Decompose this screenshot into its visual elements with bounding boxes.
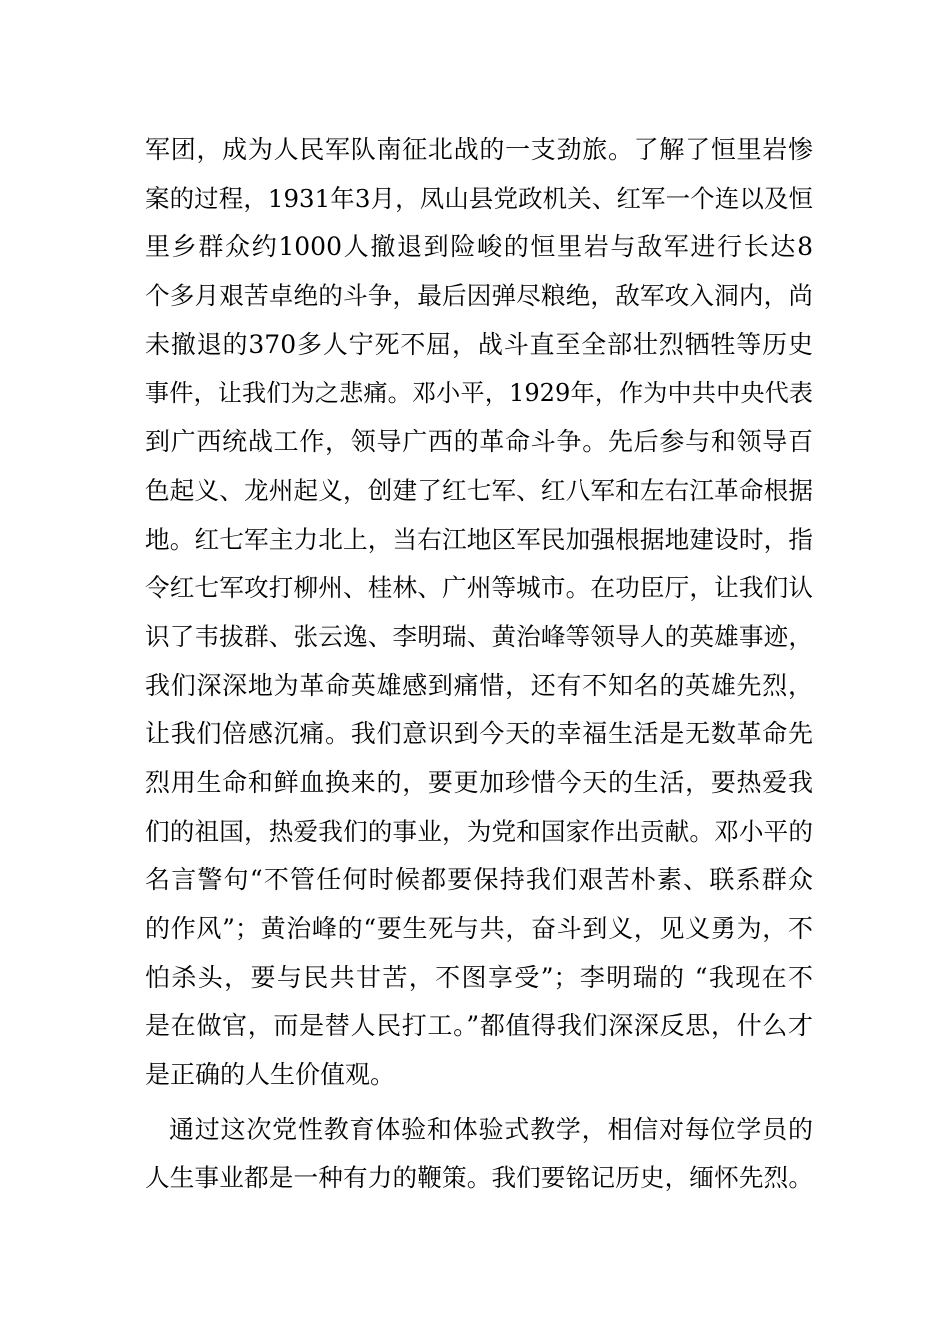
text-line: 个多月艰苦卓绝的斗争，最后因弹尽粮绝，敌军攻入洞内，尚 — [145, 281, 813, 311]
text-line: 们的祖国，热爱我们的事业，为党和国家作出贡献。邓小平的 — [145, 816, 813, 846]
paragraph-1 — [145, 126, 813, 1100]
text-line: 是在做官，而是替人民打工。”都值得我们深深反思，什么才 — [145, 1011, 813, 1041]
text-line: 里乡群众约1000人撤退到险峻的恒里岩与敌军进行长达8 — [145, 232, 813, 262]
text-line: 人生事业都是一种有力的鞭策。我们要铭记历史，缅怀先烈。 — [145, 1163, 813, 1193]
text-line: 色起义、龙州起义，创建了红七军、红八军和左右江革命根据 — [145, 475, 813, 505]
text-line: 到广西统战工作，领导广西的革命斗争。先后参与和领导百 — [145, 427, 813, 457]
text-line: 识了韦拔群、张云逸、李明瑞、黄治峰等领导人的英雄事迹， — [145, 621, 813, 651]
text-line: 让我们倍感沉痛。我们意识到今天的幸福生活是无数革命先 — [145, 719, 813, 749]
text-line: 名言警句“不管任何时候都要保持我们艰苦朴素、联系群众 — [145, 865, 813, 895]
document-body — [145, 126, 813, 1203]
text-line: 案的过程，1931年3月，凤山县党政机关、红军一个连以及恒 — [145, 183, 813, 213]
text-line: 军团，成为人民军队南征北战的一支劲旅。了解了恒里岩惨 — [145, 135, 813, 164]
text-line: 地。红七军主力北上，当右江地区军民加强根据地建设时，指 — [145, 524, 813, 554]
text-line: 令红七军攻打柳州、桂林、广州等城市。在功臣厅，让我们认 — [145, 573, 813, 603]
text-line: 事件，让我们为之悲痛。邓小平，1929年，作为中共中央代表 — [145, 379, 813, 408]
text-line: 烈用生命和鲜血换来的，要更加珍惜今天的生活，要热爱我 — [145, 767, 813, 797]
text-line: 的作风”；黄治峰的“要生死与共，奋斗到义，见义勇为，不 — [145, 914, 813, 943]
text-line: 怕杀头，要与民共甘苦，不图享受”；李明瑞的 “我现在不 — [145, 962, 813, 992]
text-line: 未撤退的370多人宁死不屈，战斗直至全部壮烈牺牲等历史 — [145, 329, 813, 359]
text-line: 是正确的人生价值观。 — [145, 1060, 396, 1090]
paragraph-2 — [145, 1106, 813, 1203]
text-line: 通过这次党性教育体验和体验式教学，相信对每位学员的 — [169, 1114, 813, 1144]
text-line: 我们深深地为革命英雄感到痛惜，还有不知名的英雄先烈， — [145, 670, 813, 700]
